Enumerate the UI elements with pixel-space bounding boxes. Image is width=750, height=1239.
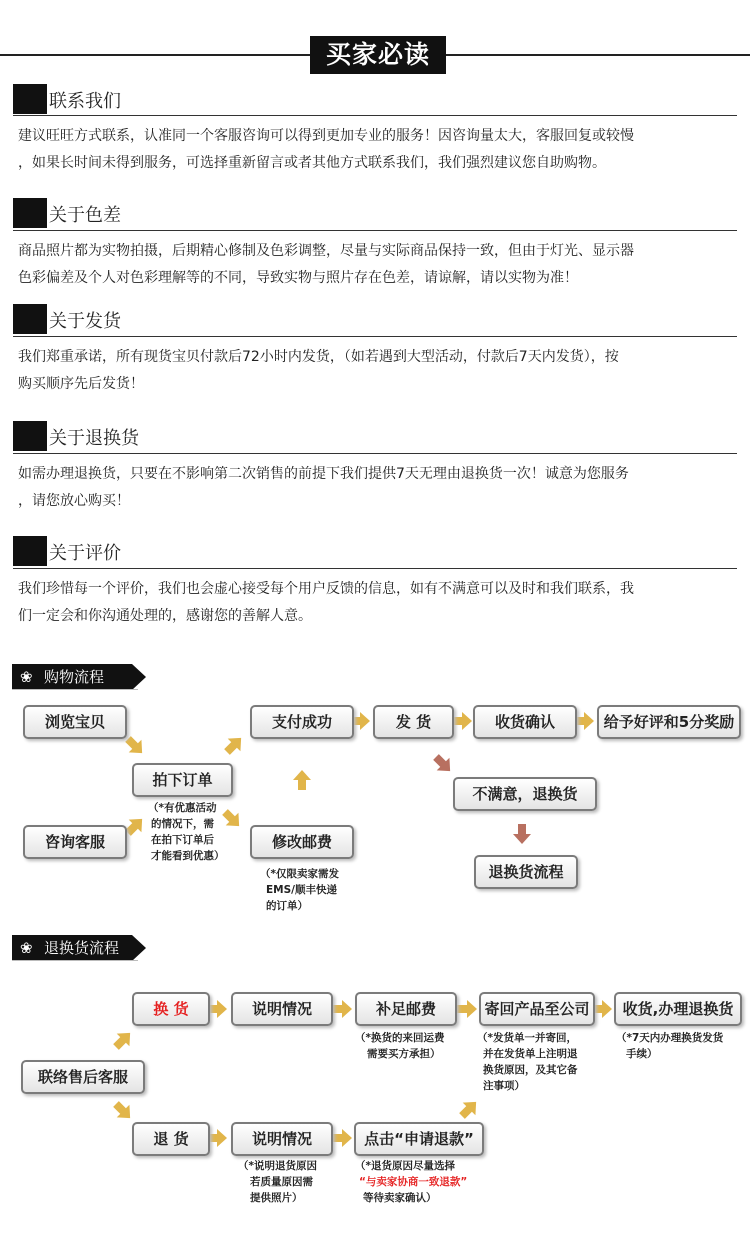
note-line: 的情况下，需: [151, 818, 214, 830]
arrow-icon: [430, 751, 457, 778]
arrow-icon: [221, 731, 248, 758]
arrow-icon: [110, 1026, 137, 1053]
note-line: （*说明退货原因: [238, 1160, 317, 1172]
refund-box: 退 货: [132, 1122, 210, 1156]
body-line: ，如果长时间未得到服务，可选择重新留言或者其他方式联系我们，我们强烈建议您自助购物。: [18, 155, 606, 171]
tab-underline: [12, 960, 138, 961]
receive-box: 收货确认: [473, 705, 577, 739]
arrow-icon: [457, 1000, 477, 1018]
note-line: （*换货的来回运费: [355, 1032, 445, 1044]
flower-icon: ❀: [20, 668, 33, 686]
page-title: 买家必读: [310, 36, 446, 74]
order-box: 拍下订单: [132, 763, 233, 797]
shopping-flow-tab: [12, 664, 132, 690]
note-line: （*7天内办理换货发货: [616, 1032, 724, 1044]
note-line: 换货原因，及其它备: [483, 1064, 578, 1076]
arrow-icon: [207, 1129, 227, 1147]
explain-note: [238, 1158, 317, 1206]
section-heading: 关于色差: [49, 205, 121, 226]
body-line: 们一定会和你沟通处理的，感谢您的善解人意。: [18, 608, 312, 624]
arrow-icon: [293, 770, 311, 790]
exchange-box: 换 货: [132, 992, 210, 1026]
ship-box: 发 货: [373, 705, 454, 739]
arrow-icon: [207, 1000, 227, 1018]
body-line: 我们郑重承诺，所有现货宝贝付款后72小时内发货，（如若遇到大型活动，付款后7天内发货），按: [18, 349, 619, 365]
note-line: （*仅限卖家需发: [260, 868, 339, 880]
note-highlight: “与卖家协商一致退款”: [359, 1176, 468, 1188]
return-flow-box: 退换货流程: [474, 855, 578, 889]
body-line: 如需办理退换货，只要在不影响第二次销售的前提下我们提供7天无理由退换货一次！诚意为您服务: [18, 466, 629, 482]
browse-box: 浏览宝贝: [23, 705, 127, 739]
arrow-icon: [332, 1129, 352, 1147]
body-line: 色彩偏差及个人对色彩理解等的不同，导致实物与照片存在色差，请谅解，请以实物为准！: [18, 270, 578, 286]
body-line: 我们珍惜每一个评价，我们也会虚心接受每个用户反馈的信息，如有不满意可以及时和我们联系，我: [18, 581, 634, 597]
note-line: 的订单）: [266, 900, 308, 912]
receive-process-box: 收货,办理退换货: [614, 992, 742, 1026]
arrow-icon: [110, 1098, 137, 1125]
arrow-icon: [592, 1000, 612, 1018]
note-line: （*有优惠活动: [148, 802, 217, 814]
arrow-icon: [452, 712, 472, 730]
send-back-note: [477, 1030, 578, 1094]
postage-note: [355, 1030, 445, 1062]
shopping-flow-label: 购物流程: [44, 668, 105, 686]
return-flow-tab: [12, 935, 132, 961]
tab-underline: [12, 689, 138, 690]
send-back-box: 寄回产品至公司: [479, 992, 595, 1026]
consult-box: 咨询客服: [23, 825, 127, 859]
body-line: 购买顺序先后发货！: [18, 376, 144, 392]
section-heading: 关于退换货: [49, 428, 139, 449]
refund-note: [355, 1158, 467, 1206]
note-line: 若质量原因需: [250, 1176, 313, 1188]
express-note: [260, 866, 339, 914]
return-flow-label: 退换货流程: [44, 939, 120, 957]
section-heading: 联系我们: [49, 91, 121, 112]
arrow-icon: [332, 1000, 352, 1018]
arrow-icon: [574, 712, 594, 730]
note-line: 需要买方承担）: [367, 1048, 441, 1060]
section-heading: 关于评价: [49, 543, 121, 564]
flower-icon: ❀: [20, 939, 33, 957]
note-line: EMS/顺丰快递: [266, 884, 338, 896]
postage-box: 补足邮费: [355, 992, 457, 1026]
body-line: 建议旺旺方式联系，认准同一个客服咨询可以得到更加专业的服务！因咨询量太大，客服回复或较慢: [18, 128, 634, 144]
body-line: ，请您放心购买！: [18, 493, 130, 509]
note-line: （*退货原因尽量选择: [355, 1160, 455, 1172]
note-line: 提供照片）: [250, 1192, 303, 1204]
note-line: 手续）: [626, 1048, 658, 1060]
modify-box: 修改邮费: [250, 825, 354, 859]
arrow-icon: [456, 1095, 483, 1122]
unsatisfied-box: 不满意，退换货: [453, 777, 597, 811]
note-line: 才能看到优惠）: [151, 850, 225, 862]
pay-box: 支付成功: [250, 705, 354, 739]
explain-refund-box: 说明情况: [231, 1122, 333, 1156]
note-line: （*发货单一并寄回，: [477, 1032, 577, 1044]
arrow-icon: [513, 824, 531, 844]
discount-note: [148, 800, 225, 864]
after-sales-box: 联络售后客服: [21, 1060, 145, 1094]
section-heading: 关于发货: [49, 311, 121, 332]
note-line: 并在发货单上注明退: [483, 1048, 578, 1060]
review-box: 给予好评和5分奖励: [597, 705, 741, 739]
note-line: 在拍下订单后: [151, 834, 214, 846]
days-note: [616, 1030, 723, 1062]
explain-box: 说明情况: [231, 992, 333, 1026]
note-line: 注事项）: [483, 1080, 525, 1092]
apply-refund-box: 点击“申请退款”: [354, 1122, 484, 1156]
note-line: 等待卖家确认）: [363, 1192, 437, 1204]
body-line: 商品照片都为实物拍摄，后期精心修制及色彩调整，尽量与实际商品保持一致，但由于灯光、显示器: [18, 243, 634, 259]
